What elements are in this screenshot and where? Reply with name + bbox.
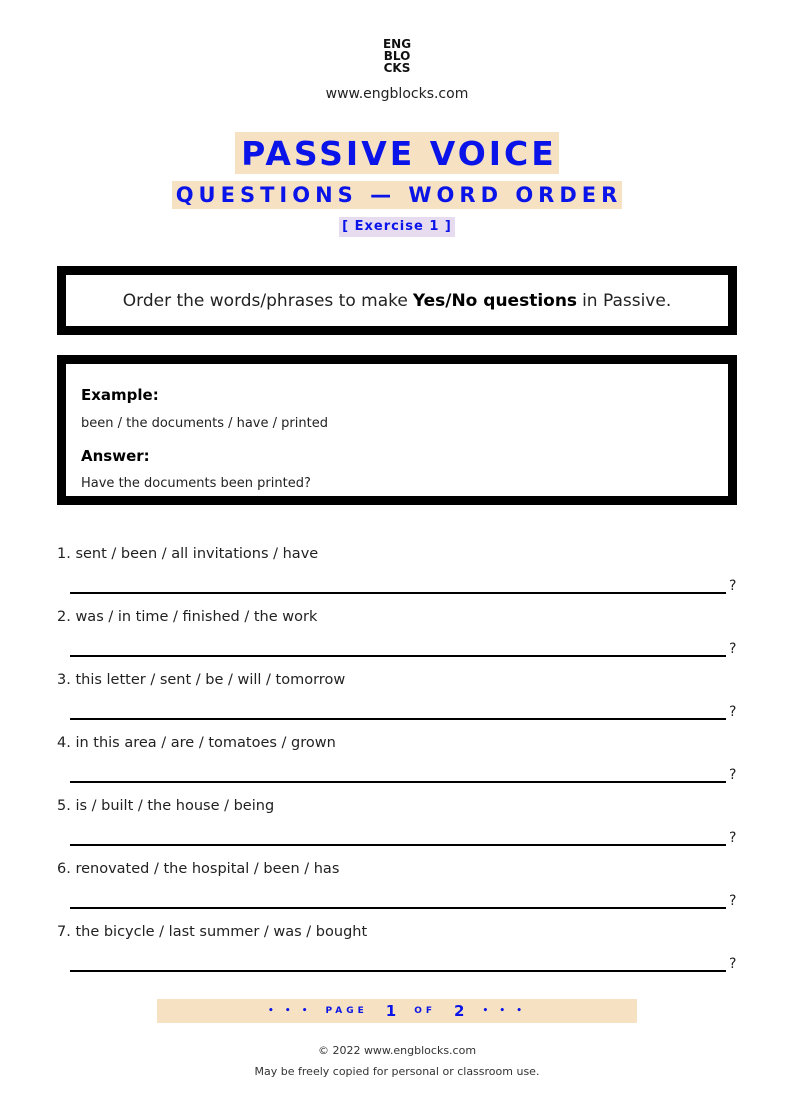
copyright-text: © 2022 www.engblocks.com [317, 1044, 477, 1057]
pager-current: 1 [385, 1002, 397, 1020]
logo-line: CKS [383, 61, 411, 75]
question-4: 4. in this area / are / tomatoes / grown [57, 735, 336, 751]
question-2: 2. was / in time / finished / the work [57, 609, 318, 625]
question-mark-5: ? [729, 830, 737, 846]
question-1: 1. sent / been / all invitations / have [57, 546, 319, 562]
page-title: PASSIVE VOICE [235, 132, 559, 174]
question-mark-1: ? [729, 578, 737, 594]
example-box [57, 355, 737, 505]
example-label: Example: [81, 386, 159, 404]
answer-line-6[interactable] [70, 907, 726, 909]
instruction-text-end: in Passive. [582, 290, 672, 311]
answer-line-5[interactable] [70, 844, 726, 846]
logo-line: BLO [383, 49, 411, 63]
pager-dots-left: • • • [267, 1006, 312, 1016]
question-3: 3. this letter / sent / be / will / tomorrow [57, 672, 346, 688]
pager-dots-right: • • • [482, 1006, 527, 1016]
pager-of-word: OF [414, 1006, 437, 1016]
answer-line-2[interactable] [70, 655, 726, 657]
exercise-badge: [ Exercise 1 ] [339, 217, 455, 237]
question-mark-7: ? [729, 956, 737, 972]
pager-total: 2 [454, 1002, 465, 1020]
answer-text: Have the documents been printed? [81, 476, 311, 491]
instruction-emphasis: Yes/No questions [412, 290, 578, 311]
answer-line-4[interactable] [70, 781, 726, 783]
example-text: been / the documents / have / printed [81, 416, 328, 431]
answer-line-7[interactable] [70, 970, 726, 972]
logo-line: ENG [382, 37, 412, 51]
page-indicator [157, 999, 637, 1023]
question-mark-4: ? [729, 767, 737, 783]
question-7: 7. the bicycle / last summer / was / bought [57, 924, 368, 940]
question-6: 6. renovated / the hospital / been / has [57, 861, 340, 877]
question-mark-3: ? [729, 704, 737, 720]
engblocks-logo [0, 38, 794, 74]
instruction-box [57, 266, 737, 335]
page-subtitle: QUESTIONS — WORD ORDER [172, 181, 623, 209]
pager-page-word: PAGE [325, 1006, 368, 1016]
question-mark-2: ? [729, 641, 737, 657]
question-5: 5. is / built / the house / being [57, 798, 275, 814]
answer-label: Answer: [81, 447, 150, 465]
license-text: May be freely copied for personal or classroom use. [254, 1065, 540, 1078]
question-mark-6: ? [729, 893, 737, 909]
answer-line-1[interactable] [70, 592, 726, 594]
instruction-text: Order the words/phrases to make [122, 290, 408, 311]
answer-line-3[interactable] [70, 718, 726, 720]
site-url[interactable]: www.engblocks.com [325, 86, 469, 102]
